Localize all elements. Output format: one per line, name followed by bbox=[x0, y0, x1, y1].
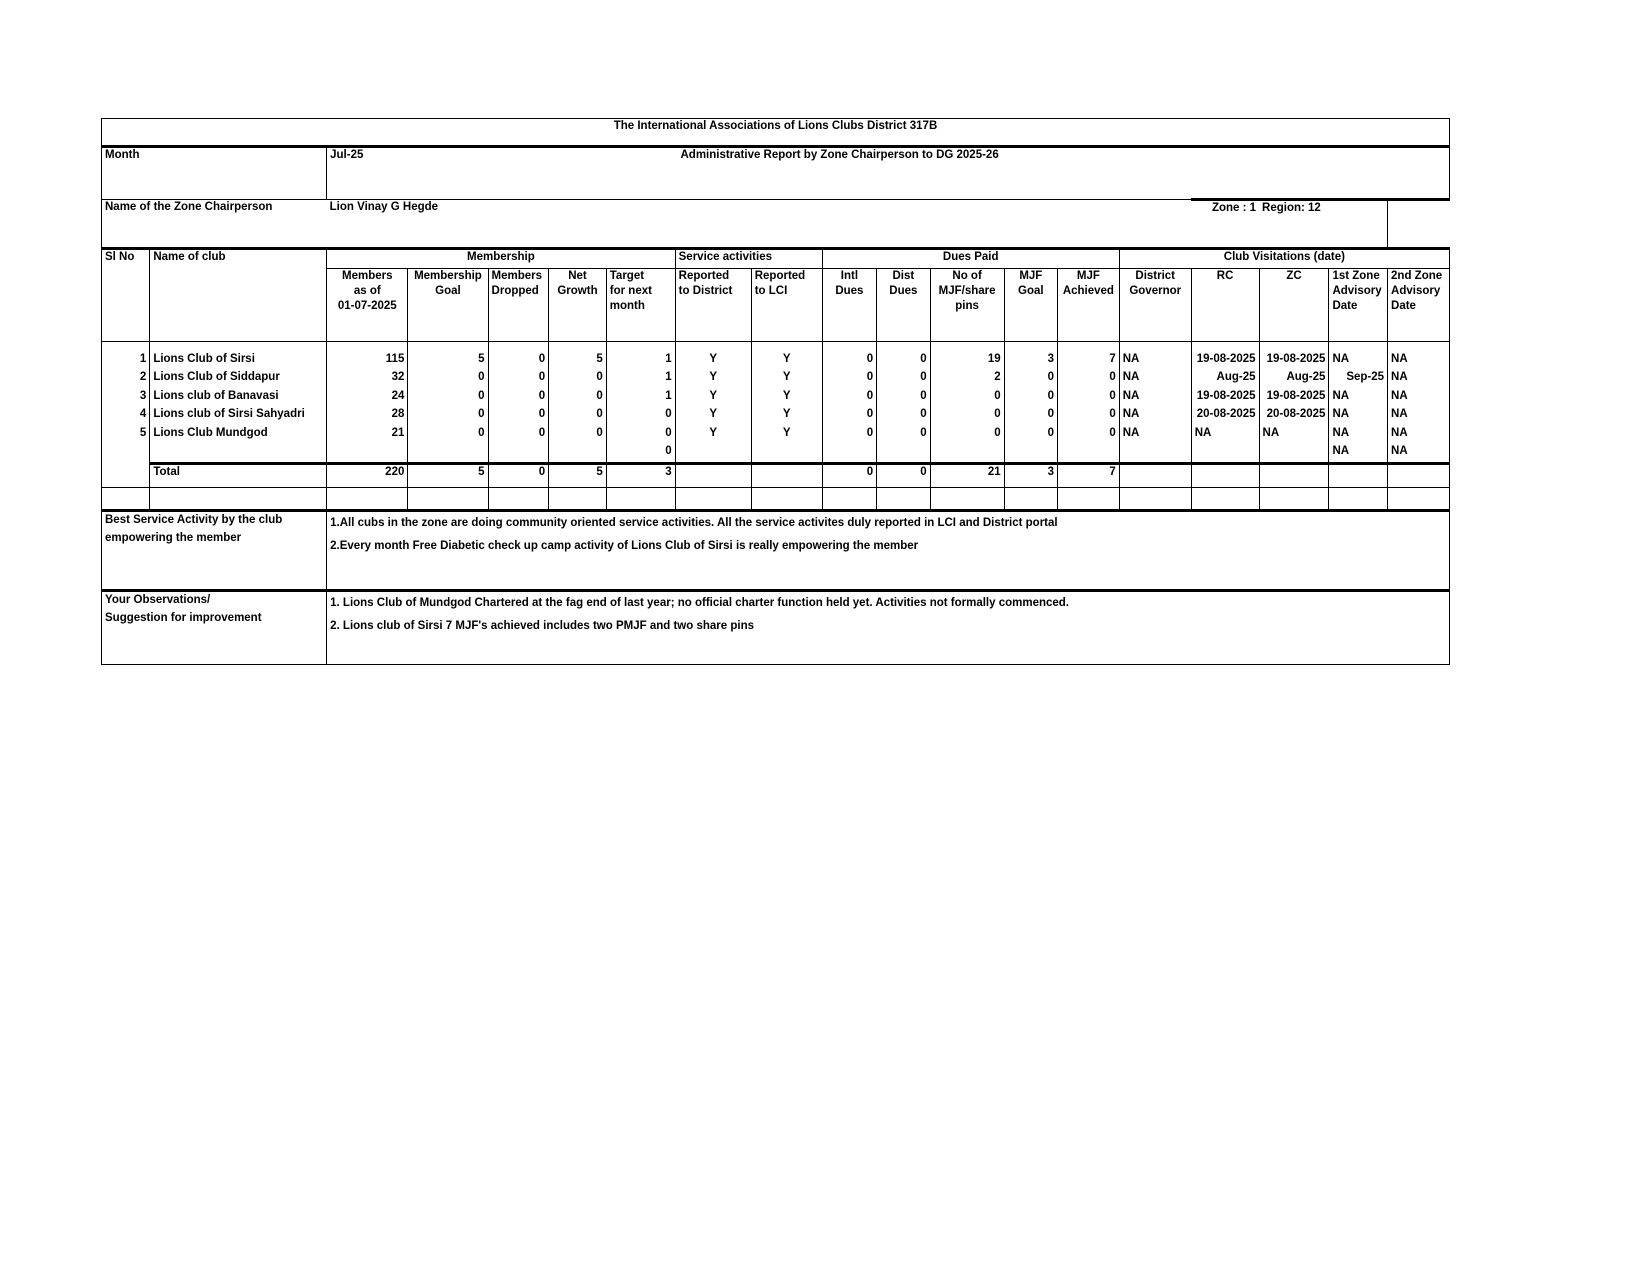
table-row[interactable] bbox=[102, 370, 1450, 388]
cell-dist-dues: 0 bbox=[877, 370, 930, 388]
table-row[interactable] bbox=[102, 426, 1450, 444]
total-rep-district bbox=[675, 464, 751, 488]
observations-label bbox=[102, 591, 327, 665]
total-goal: 5 bbox=[408, 464, 488, 488]
cell-zone-adv-1: NA bbox=[1329, 426, 1388, 444]
cell-zone-adv-1: Sep-25 bbox=[1329, 370, 1388, 388]
cell-net-growth: 0 bbox=[549, 389, 607, 407]
cell-dg: NA bbox=[1119, 370, 1191, 388]
cell-zone-adv-1: NA bbox=[1329, 389, 1388, 407]
cell-club-name: Lions Club of Siddapur bbox=[150, 370, 327, 388]
cell-rc: Aug-25 bbox=[1191, 370, 1259, 388]
cell-goal: 0 bbox=[408, 389, 488, 407]
chairperson-label: Name of the Zone Chairperson bbox=[102, 200, 327, 249]
cell-dg: NA bbox=[1119, 407, 1191, 425]
cell-sl-no: 2 bbox=[102, 370, 150, 388]
spacer-cell bbox=[751, 488, 822, 511]
spacer-cell bbox=[606, 488, 675, 511]
spacer-cell bbox=[930, 488, 1004, 511]
spacer-cell bbox=[1329, 488, 1388, 511]
total-dg bbox=[1119, 464, 1191, 488]
month-row-filler bbox=[1191, 147, 1449, 200]
header-2nd-zone-advisory-date: 2nd Zone Advisory Date bbox=[1388, 269, 1450, 342]
spacer-cell bbox=[822, 488, 876, 511]
cell-rep-district-extra bbox=[675, 444, 751, 464]
total-zone-adv-2 bbox=[1388, 464, 1450, 488]
header-name-of-club: Name of club bbox=[150, 249, 327, 342]
cell-rep-lci: Y bbox=[751, 352, 822, 370]
cell-sl-no: 3 bbox=[102, 389, 150, 407]
cell-mjf-pins: 0 bbox=[930, 426, 1004, 444]
month-report-row bbox=[102, 147, 1450, 200]
header-rc: RC bbox=[1191, 269, 1259, 342]
spacer-cell bbox=[877, 488, 930, 511]
header-service-activities-group: Service activities bbox=[675, 249, 822, 269]
header-mjf-goal: MJF Goal bbox=[1004, 269, 1057, 342]
observations-row bbox=[102, 591, 1450, 665]
cell-zone-adv-2: NA bbox=[1388, 370, 1450, 388]
best-service-label-line1: Best Service Activity by the club bbox=[105, 514, 283, 527]
spacer-cell bbox=[675, 488, 751, 511]
region-value: Region: 12 bbox=[1259, 200, 1388, 249]
cell-dropped-extra bbox=[488, 444, 549, 464]
cell-rep-district: Y bbox=[675, 370, 751, 388]
cell-intl-dues: 0 bbox=[822, 407, 876, 425]
total-zc bbox=[1259, 464, 1329, 488]
cell-zone-adv-2: NA bbox=[1388, 426, 1450, 444]
header-intl-dues: Intl Dues bbox=[822, 269, 876, 342]
cell-goal: 0 bbox=[408, 426, 488, 444]
cell-dg: NA bbox=[1119, 352, 1191, 370]
header-mjf-achieved: MJF Achieved bbox=[1058, 269, 1120, 342]
spacer-cell bbox=[1004, 488, 1057, 511]
cell-mjf-goal: 0 bbox=[1004, 407, 1057, 425]
best-service-item-1: 1.All cubs in the zone are doing community oriented service activities. All the service activites duly reported in LCI and District portal bbox=[330, 517, 1058, 530]
cell-zc-extra bbox=[1259, 444, 1329, 464]
header-dues-paid-group: Dues Paid bbox=[822, 249, 1119, 269]
cell-zc: 19-08-2025 bbox=[1259, 352, 1329, 370]
total-members: 220 bbox=[327, 464, 408, 488]
cell-intl-dues: 0 bbox=[822, 426, 876, 444]
cell-zone-adv-2: NA bbox=[1388, 407, 1450, 425]
report-table bbox=[101, 118, 1450, 665]
cell-rep-lci: Y bbox=[751, 370, 822, 388]
spacer-cell bbox=[1259, 488, 1329, 511]
cell-goal-extra bbox=[408, 444, 488, 464]
cell-rc: 19-08-2025 bbox=[1191, 389, 1259, 407]
cell-rep-district: Y bbox=[675, 426, 751, 444]
cell-net-growth-extra bbox=[549, 444, 607, 464]
header-dist-dues: Dist Dues bbox=[877, 269, 930, 342]
header-district-governor: District Governor bbox=[1119, 269, 1191, 342]
total-rep-lci bbox=[751, 464, 822, 488]
spacer-row bbox=[102, 488, 1450, 511]
cell-zone-adv-1: NA bbox=[1329, 352, 1388, 370]
spacer-cell bbox=[1191, 488, 1259, 511]
group-header-row bbox=[102, 249, 1450, 269]
observations-label-line2: Suggestion for improvement bbox=[105, 612, 262, 625]
cell-target-extra: 0 bbox=[606, 444, 675, 464]
total-net-growth: 5 bbox=[549, 464, 607, 488]
spacer-cell bbox=[327, 488, 408, 511]
cell-zc: Aug-25 bbox=[1259, 370, 1329, 388]
header-sl-no: Sl No bbox=[102, 249, 150, 342]
cell-zc: 20-08-2025 bbox=[1259, 407, 1329, 425]
best-service-item-2: 2.Every month Free Diabetic check up camp activity of Lions Club of Sirsi is really empowering the member bbox=[330, 539, 919, 552]
cell-sl-no: 5 bbox=[102, 426, 150, 444]
cell-target: 1 bbox=[606, 370, 675, 388]
spacer-cell bbox=[1388, 488, 1450, 511]
header-membership-goal: Membership Goal bbox=[408, 269, 488, 342]
cell-dropped: 0 bbox=[488, 426, 549, 444]
header-net-growth: Net Growth bbox=[549, 269, 607, 342]
header-reported-to-lci: Reported to LCI bbox=[751, 269, 822, 342]
header-no-of-mjf-pins: No of MJF/share pins bbox=[930, 269, 1004, 342]
cell-sl-no-extra bbox=[102, 444, 150, 464]
header-membership-group: Membership bbox=[327, 249, 676, 269]
cell-rep-lci: Y bbox=[751, 426, 822, 444]
cell-mjf-achieved: 0 bbox=[1058, 370, 1120, 388]
month-label: Month bbox=[102, 147, 327, 200]
cell-dist-dues: 0 bbox=[877, 407, 930, 425]
cell-club-name-extra bbox=[150, 444, 327, 464]
cell-dist-dues-extra bbox=[877, 444, 930, 464]
data-gap-row bbox=[102, 342, 1450, 353]
cell-intl-dues: 0 bbox=[822, 370, 876, 388]
cell-rc: 20-08-2025 bbox=[1191, 407, 1259, 425]
cell-dropped: 0 bbox=[488, 389, 549, 407]
table-row-extra[interactable] bbox=[102, 444, 1450, 464]
cell-net-growth: 0 bbox=[549, 426, 607, 444]
cell-club-name: Lions club of Sirsi Sahyadri bbox=[150, 407, 327, 425]
spacer-cell bbox=[1058, 488, 1120, 511]
observations-body bbox=[327, 591, 1450, 665]
spacer-cell bbox=[408, 488, 488, 511]
cell-zone-adv-2: NA bbox=[1388, 389, 1450, 407]
header-target-next-month: Target for next month bbox=[606, 269, 675, 342]
cell-mjf-goal: 0 bbox=[1004, 370, 1057, 388]
cell-dist-dues: 0 bbox=[877, 352, 930, 370]
cell-members: 24 bbox=[327, 389, 408, 407]
cell-mjf-achieved: 0 bbox=[1058, 407, 1120, 425]
header-reported-to-district: Reported to District bbox=[675, 269, 751, 342]
chairperson-row-gap bbox=[675, 200, 1119, 249]
cell-target: 0 bbox=[606, 407, 675, 425]
table-row[interactable] bbox=[102, 407, 1450, 425]
cell-zc: 19-08-2025 bbox=[1259, 389, 1329, 407]
cell-dist-dues: 0 bbox=[877, 426, 930, 444]
header-members-as-of: Members as of 01-07-2025 bbox=[327, 269, 408, 342]
best-service-body bbox=[327, 511, 1450, 591]
total-mjf-pins: 21 bbox=[930, 464, 1004, 488]
cell-dist-dues: 0 bbox=[877, 389, 930, 407]
cell-zone-adv-2: NA bbox=[1388, 352, 1450, 370]
table-row[interactable] bbox=[102, 389, 1450, 407]
total-dropped: 0 bbox=[488, 464, 549, 488]
cell-rep-lci: Y bbox=[751, 407, 822, 425]
spacer-cell bbox=[1119, 488, 1191, 511]
cell-club-name: Lions club of Banavasi bbox=[150, 389, 327, 407]
cell-mjf-goal: 3 bbox=[1004, 352, 1057, 370]
cell-net-growth: 5 bbox=[549, 352, 607, 370]
month-value: Jul-25 bbox=[327, 147, 488, 200]
spacer-cell bbox=[488, 488, 549, 511]
cell-intl-dues-extra bbox=[822, 444, 876, 464]
cell-target: 1 bbox=[606, 352, 675, 370]
cell-mjf-pins: 19 bbox=[930, 352, 1004, 370]
cell-members: 32 bbox=[327, 370, 408, 388]
cell-dg-extra bbox=[1119, 444, 1191, 464]
cell-intl-dues: 0 bbox=[822, 389, 876, 407]
observations-item-2: 2. Lions club of Sirsi 7 MJF's achieved includes two PMJF and two share pins bbox=[330, 619, 754, 632]
cell-goal: 0 bbox=[408, 407, 488, 425]
cell-rep-district: Y bbox=[675, 352, 751, 370]
total-target: 3 bbox=[606, 464, 675, 488]
cell-zone-adv-2-extra: NA bbox=[1388, 444, 1450, 464]
report-sheet bbox=[101, 118, 1450, 665]
total-row bbox=[102, 464, 1450, 488]
chairperson-value: Lion Vinay G Hegde bbox=[327, 200, 676, 249]
best-service-label-line2: empowering the member bbox=[105, 532, 242, 545]
cell-zc: NA bbox=[1259, 426, 1329, 444]
cell-mjf-goal: 0 bbox=[1004, 426, 1057, 444]
cell-dropped: 0 bbox=[488, 407, 549, 425]
cell-sl-no: 4 bbox=[102, 407, 150, 425]
cell-zone-adv-1: NA bbox=[1329, 407, 1388, 425]
total-sl-no bbox=[102, 464, 150, 488]
cell-mjf-achieved-extra bbox=[1058, 444, 1120, 464]
spacer-cell bbox=[150, 488, 327, 511]
cell-club-name: Lions Club of Sirsi bbox=[150, 352, 327, 370]
total-label: Total bbox=[150, 464, 327, 488]
cell-members: 28 bbox=[327, 407, 408, 425]
spacer-cell bbox=[549, 488, 607, 511]
cell-net-growth: 0 bbox=[549, 370, 607, 388]
total-mjf-goal: 3 bbox=[1004, 464, 1057, 488]
cell-dropped: 0 bbox=[488, 352, 549, 370]
cell-net-growth: 0 bbox=[549, 407, 607, 425]
total-zone-adv-1 bbox=[1329, 464, 1388, 488]
cell-rep-district: Y bbox=[675, 389, 751, 407]
cell-members: 115 bbox=[327, 352, 408, 370]
cell-zone-adv-1-extra: NA bbox=[1329, 444, 1388, 464]
table-row[interactable] bbox=[102, 352, 1450, 370]
total-dist-dues: 0 bbox=[877, 464, 930, 488]
report-title: Administrative Report by Zone Chairperson to DG 2025-26 bbox=[488, 147, 1191, 200]
cell-intl-dues: 0 bbox=[822, 352, 876, 370]
cell-rc-extra bbox=[1191, 444, 1259, 464]
cell-rc: 19-08-2025 bbox=[1191, 352, 1259, 370]
observations-item-1: 1. Lions Club of Mundgod Chartered at the fag end of last year; no official charter function held yet. Activities not formally commenced. bbox=[330, 597, 1070, 610]
cell-dg: NA bbox=[1119, 389, 1191, 407]
cell-mjf-achieved: 7 bbox=[1058, 352, 1120, 370]
cell-mjf-pins: 0 bbox=[930, 389, 1004, 407]
cell-mjf-achieved: 0 bbox=[1058, 389, 1120, 407]
document-title-row bbox=[102, 119, 1450, 147]
cell-goal: 5 bbox=[408, 352, 488, 370]
cell-sl-no: 1 bbox=[102, 352, 150, 370]
cell-dropped: 0 bbox=[488, 370, 549, 388]
total-intl-dues: 0 bbox=[822, 464, 876, 488]
spacer-cell bbox=[102, 488, 150, 511]
cell-mjf-goal-extra bbox=[1004, 444, 1057, 464]
header-zc: ZC bbox=[1259, 269, 1329, 342]
cell-dg: NA bbox=[1119, 426, 1191, 444]
observations-label-line1: Your Observations/ bbox=[105, 594, 211, 607]
cell-members: 21 bbox=[327, 426, 408, 444]
cell-rep-lci: Y bbox=[751, 389, 822, 407]
best-service-label bbox=[102, 511, 327, 591]
cell-rep-lci-extra bbox=[751, 444, 822, 464]
cell-mjf-goal: 0 bbox=[1004, 389, 1057, 407]
header-1st-zone-advisory-date: 1st Zone Advisory Date bbox=[1329, 269, 1388, 342]
best-service-activity-row bbox=[102, 511, 1450, 591]
total-mjf-achieved: 7 bbox=[1058, 464, 1120, 488]
cell-target: 1 bbox=[606, 389, 675, 407]
header-members-dropped: Members Dropped bbox=[488, 269, 549, 342]
cell-members-extra bbox=[327, 444, 408, 464]
org-title: The International Associations of Lions Clubs District 317B bbox=[102, 119, 1450, 147]
cell-mjf-pins-extra bbox=[930, 444, 1004, 464]
cell-rc: NA bbox=[1191, 426, 1259, 444]
zone-value: Zone : 1 bbox=[1119, 200, 1259, 249]
cell-target: 0 bbox=[606, 426, 675, 444]
chairperson-row bbox=[102, 200, 1450, 249]
cell-rep-district: Y bbox=[675, 407, 751, 425]
header-club-visitations-group: Club Visitations (date) bbox=[1119, 249, 1449, 269]
cell-goal: 0 bbox=[408, 370, 488, 388]
cell-mjf-achieved: 0 bbox=[1058, 426, 1120, 444]
total-rc bbox=[1191, 464, 1259, 488]
cell-mjf-pins: 2 bbox=[930, 370, 1004, 388]
cell-mjf-pins: 0 bbox=[930, 407, 1004, 425]
cell-club-name: Lions Club Mundgod bbox=[150, 426, 327, 444]
